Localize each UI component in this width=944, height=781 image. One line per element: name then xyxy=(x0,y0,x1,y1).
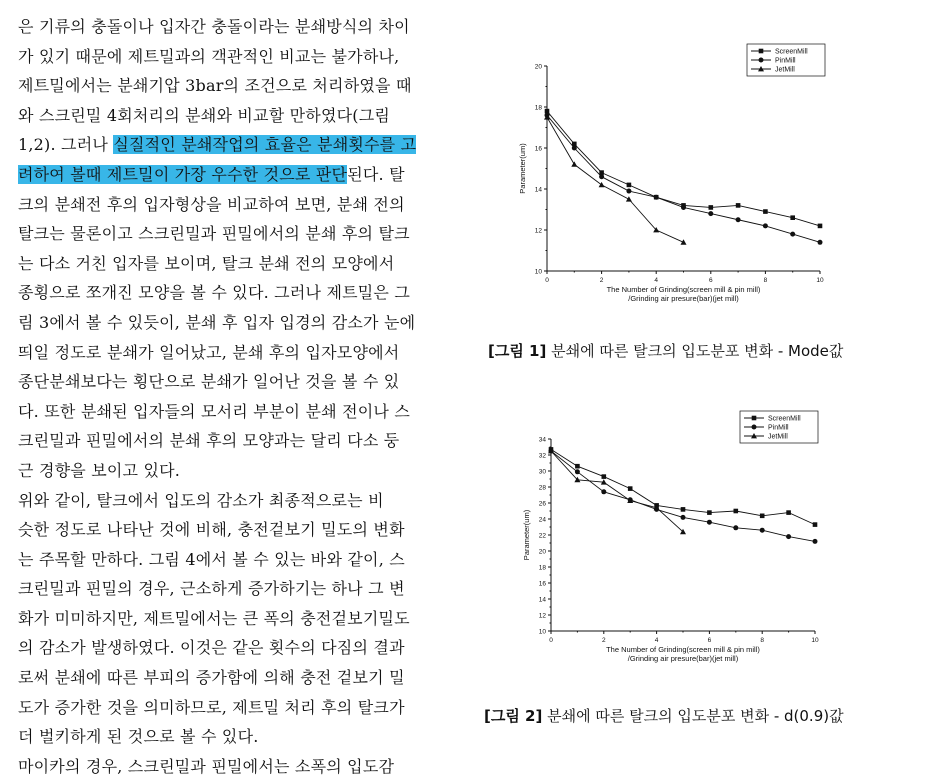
data-point-square xyxy=(575,464,580,469)
text-line xyxy=(18,338,448,368)
y-tick-label: 18 xyxy=(538,564,546,572)
data-point-square xyxy=(602,474,607,479)
figure-1-caption-label: [그림 1] xyxy=(488,342,547,360)
data-point-circle xyxy=(752,425,757,430)
x-tick-label: 8 xyxy=(763,277,768,284)
data-point-square xyxy=(763,209,768,214)
x-tick-label: 4 xyxy=(654,277,659,284)
data-point-square xyxy=(760,514,765,519)
data-point-square xyxy=(734,509,739,514)
highlighted-text: 실질적인 분쇄작업의 효율은 분쇄횟수를 고 xyxy=(113,135,417,155)
data-point-circle xyxy=(708,211,713,216)
text-segment: 슷한 정도로 나타난 것에 비해, 충전겉보기 밀도의 변화 xyxy=(18,520,405,540)
y-tick-label: 10 xyxy=(534,268,542,276)
figure-2-caption-label: [그림 2] xyxy=(484,707,543,725)
data-point-circle xyxy=(733,525,738,530)
text-segment: 크의 분쇄전 후의 입자형상을 비교하여 보면, 분쇄 전의 xyxy=(18,194,405,214)
y-tick-label: 10 xyxy=(538,628,546,636)
figure-2-chart xyxy=(500,405,900,685)
legend-label-screenmill: ScreenMill xyxy=(768,415,801,423)
legend-label-pinmill: PinMill xyxy=(768,424,789,432)
y-axis-label: Parameter(um) xyxy=(518,143,527,194)
text-segment: 된다. 탈 xyxy=(347,164,405,184)
x-axis-label: /Grinding air presure(bar)(jet mill) xyxy=(627,654,739,663)
text-segment: 위와 같이, 탈크에서 입도의 감소가 최종적으로는 비 xyxy=(18,490,384,510)
y-tick-label: 16 xyxy=(538,580,546,588)
text-line xyxy=(18,101,448,131)
y-tick-label: 12 xyxy=(538,612,546,620)
data-point-circle xyxy=(572,146,577,151)
text-line xyxy=(18,71,448,101)
y-tick-label: 14 xyxy=(534,186,542,194)
data-point-square xyxy=(818,224,823,229)
text-segment: 림 3에서 볼 수 있듯이, 분쇄 후 입자 입경의 감소가 눈에 xyxy=(18,312,416,332)
text-line xyxy=(18,367,448,397)
series-screenmill xyxy=(545,109,823,228)
y-tick-label: 20 xyxy=(534,63,542,71)
y-tick-label: 18 xyxy=(534,104,542,112)
data-point-circle xyxy=(813,539,818,544)
text-line xyxy=(18,397,448,427)
text-segment: 근 경향을 보이고 있다. xyxy=(18,460,181,480)
data-point-square xyxy=(759,49,764,54)
data-point-circle xyxy=(654,195,659,200)
text-line xyxy=(18,633,448,663)
y-tick-label: 24 xyxy=(538,516,546,524)
series-line xyxy=(551,451,815,541)
y-tick-label: 26 xyxy=(538,500,546,508)
text-segment: 마이카의 경우, 스크린밀과 핀밀에서는 소폭의 입도감 xyxy=(18,756,395,776)
text-segment: 의 감소가 발생하였다. 이것은 같은 횟수의 다짐의 결과 xyxy=(18,638,405,658)
text-segment: 도가 증가한 것을 의미하므로, 제트밀 처리 후의 탈크가 xyxy=(18,697,405,717)
text-line xyxy=(18,42,448,72)
y-tick-label: 32 xyxy=(538,452,546,460)
text-line xyxy=(18,308,448,338)
data-point-square xyxy=(786,510,791,515)
data-point-square xyxy=(790,215,795,220)
text-segment: 는 주목할 만하다. 그림 4에서 볼 수 있는 바와 같이, 스 xyxy=(18,549,405,569)
text-line xyxy=(18,190,448,220)
figure-1-caption xyxy=(488,340,843,361)
text-segment: 크린밀과 핀밀에서의 분쇄 후의 모양과는 달리 다소 둥 xyxy=(18,431,400,451)
figure-1-caption-text: 분쇄에 따른 탈크의 입도분포 변화 - Mode값 xyxy=(546,342,844,360)
text-segment: 더 벌키하게 된 것으로 볼 수 있다. xyxy=(18,727,259,747)
legend-label-jetmill: JetMill xyxy=(768,433,788,441)
text-segment: 와 스크린밀 4회처리의 분쇄와 비교할 만하였다(그림 xyxy=(18,105,391,125)
text-segment: 띄일 정도로 분쇄가 일어났고, 분쇄 후의 입자모양에서 xyxy=(18,342,400,362)
x-tick-label: 10 xyxy=(811,637,819,644)
x-axis-label: The Number of Grinding(screen mill & pin mill) xyxy=(606,285,761,294)
data-point-square xyxy=(707,510,712,515)
x-tick-label: 0 xyxy=(545,277,549,284)
y-tick-label: 34 xyxy=(538,436,546,444)
y-tick-label: 28 xyxy=(538,484,546,492)
figure-2-caption-text: 분쇄에 따른 탈크의 입도분포 변화 - d(0.9)값 xyxy=(542,707,844,725)
text-line xyxy=(18,663,448,693)
text-segment: 는 다소 거친 입자를 보이며, 탈크 분쇄 전의 모양에서 xyxy=(18,253,395,273)
series-line xyxy=(551,451,683,532)
text-line xyxy=(18,278,448,308)
data-point-triangle xyxy=(626,196,632,201)
data-point-circle xyxy=(763,223,768,228)
text-line xyxy=(18,515,448,545)
text-line xyxy=(18,456,448,486)
legend-label-pinmill: PinMill xyxy=(775,57,796,65)
text-segment: 크린밀과 핀밀의 경우, 근소하게 증가하기는 하나 그 변 xyxy=(18,579,405,599)
text-line xyxy=(18,604,448,634)
data-point-circle xyxy=(759,58,764,63)
text-segment: 탈크는 물론이고 스크린밀과 핀밀에서의 분쇄 후의 탈크 xyxy=(18,224,410,244)
y-tick-label: 20 xyxy=(538,548,546,556)
y-tick-label: 12 xyxy=(534,227,542,235)
x-tick-label: 10 xyxy=(816,277,824,284)
data-point-circle xyxy=(575,469,580,474)
x-tick-label: 0 xyxy=(549,637,553,644)
text-line xyxy=(18,545,448,575)
data-point-square xyxy=(752,416,757,421)
x-tick-label: 2 xyxy=(599,277,604,284)
data-point-triangle xyxy=(681,239,687,244)
figure-2-caption xyxy=(484,705,844,726)
highlighted-text: 려하여 볼때 제트밀이 가장 우수한 것으로 판단 xyxy=(18,164,348,184)
text-line xyxy=(18,574,448,604)
data-point-square xyxy=(813,522,818,527)
series-line xyxy=(547,115,820,242)
text-segment: 종단분쇄보다는 횡단으로 분쇄가 일어난 것을 볼 수 있 xyxy=(18,372,400,392)
text-line xyxy=(18,219,448,249)
text-line xyxy=(18,160,448,190)
data-point-circle xyxy=(818,240,823,245)
data-point-circle xyxy=(681,205,686,210)
text-segment: 가 있기 때문에 제트밀과의 객관적인 비교는 불가하나, xyxy=(18,46,400,66)
text-segment: 종횡으로 쪼개진 모양을 볼 수 있다. 그러나 제트밀은 그 xyxy=(18,283,411,303)
text-segment: 제트밀에서는 분쇄기압 3bar의 조건으로 처리하였을 때 xyxy=(18,76,412,96)
figure-1-chart xyxy=(490,30,890,310)
x-tick-label: 4 xyxy=(654,637,659,644)
text-line xyxy=(18,130,448,160)
x-tick-label: 6 xyxy=(707,637,712,644)
data-point-circle xyxy=(601,489,606,494)
text-segment: 은 기류의 충돌이나 입자간 충돌이라는 분쇄방식의 차이 xyxy=(18,17,410,36)
body-text xyxy=(18,12,448,781)
text-line xyxy=(18,426,448,456)
x-axis-label: The Number of Grinding(screen mill & pin mill) xyxy=(606,645,760,654)
x-tick-label: 8 xyxy=(760,637,765,644)
data-point-circle xyxy=(599,174,604,179)
data-point-triangle xyxy=(599,182,605,187)
data-point-circle xyxy=(760,528,765,533)
text-segment: 화가 미미하지만, 제트밀에서는 큰 폭의 충전겉보기밀도 xyxy=(18,608,410,628)
x-tick-label: 2 xyxy=(601,637,606,644)
y-tick-label: 14 xyxy=(538,596,546,604)
data-point-triangle xyxy=(571,161,577,166)
data-point-square xyxy=(627,183,632,188)
legend-label-screenmill: ScreenMill xyxy=(775,48,808,56)
data-point-circle xyxy=(626,189,631,194)
y-tick-label: 30 xyxy=(538,468,546,476)
data-point-circle xyxy=(736,217,741,222)
data-point-circle xyxy=(681,515,686,520)
data-point-circle xyxy=(707,520,712,525)
y-axis-label: Parameter(um) xyxy=(522,509,531,561)
text-line xyxy=(18,722,448,752)
text-line xyxy=(18,12,448,42)
text-segment: 로써 분쇄에 따른 부피의 증가함에 의해 충전 겉보기 밀 xyxy=(18,668,405,688)
y-tick-label: 16 xyxy=(534,145,542,153)
text-line xyxy=(18,693,448,723)
text-line xyxy=(18,752,448,781)
text-segment: 다. 또한 분쇄된 입자들의 모서리 부분이 분쇄 전이나 스 xyxy=(18,401,411,421)
data-point-circle xyxy=(786,534,791,539)
data-point-square xyxy=(681,507,686,512)
data-point-circle xyxy=(790,232,795,237)
text-segment: 1,2). 그러나 xyxy=(18,135,114,155)
text-line xyxy=(18,486,448,516)
legend-label-jetmill: JetMill xyxy=(775,66,795,74)
series-pinmill xyxy=(545,113,823,245)
x-axis-label: /Grinding air presure(bar)(jet mill) xyxy=(628,294,739,303)
x-tick-label: 6 xyxy=(708,277,713,284)
series-line xyxy=(551,449,815,524)
data-point-square xyxy=(628,486,633,491)
text-line xyxy=(18,249,448,279)
data-point-square xyxy=(709,205,714,210)
y-tick-label: 22 xyxy=(538,532,546,540)
data-point-square xyxy=(736,203,741,208)
